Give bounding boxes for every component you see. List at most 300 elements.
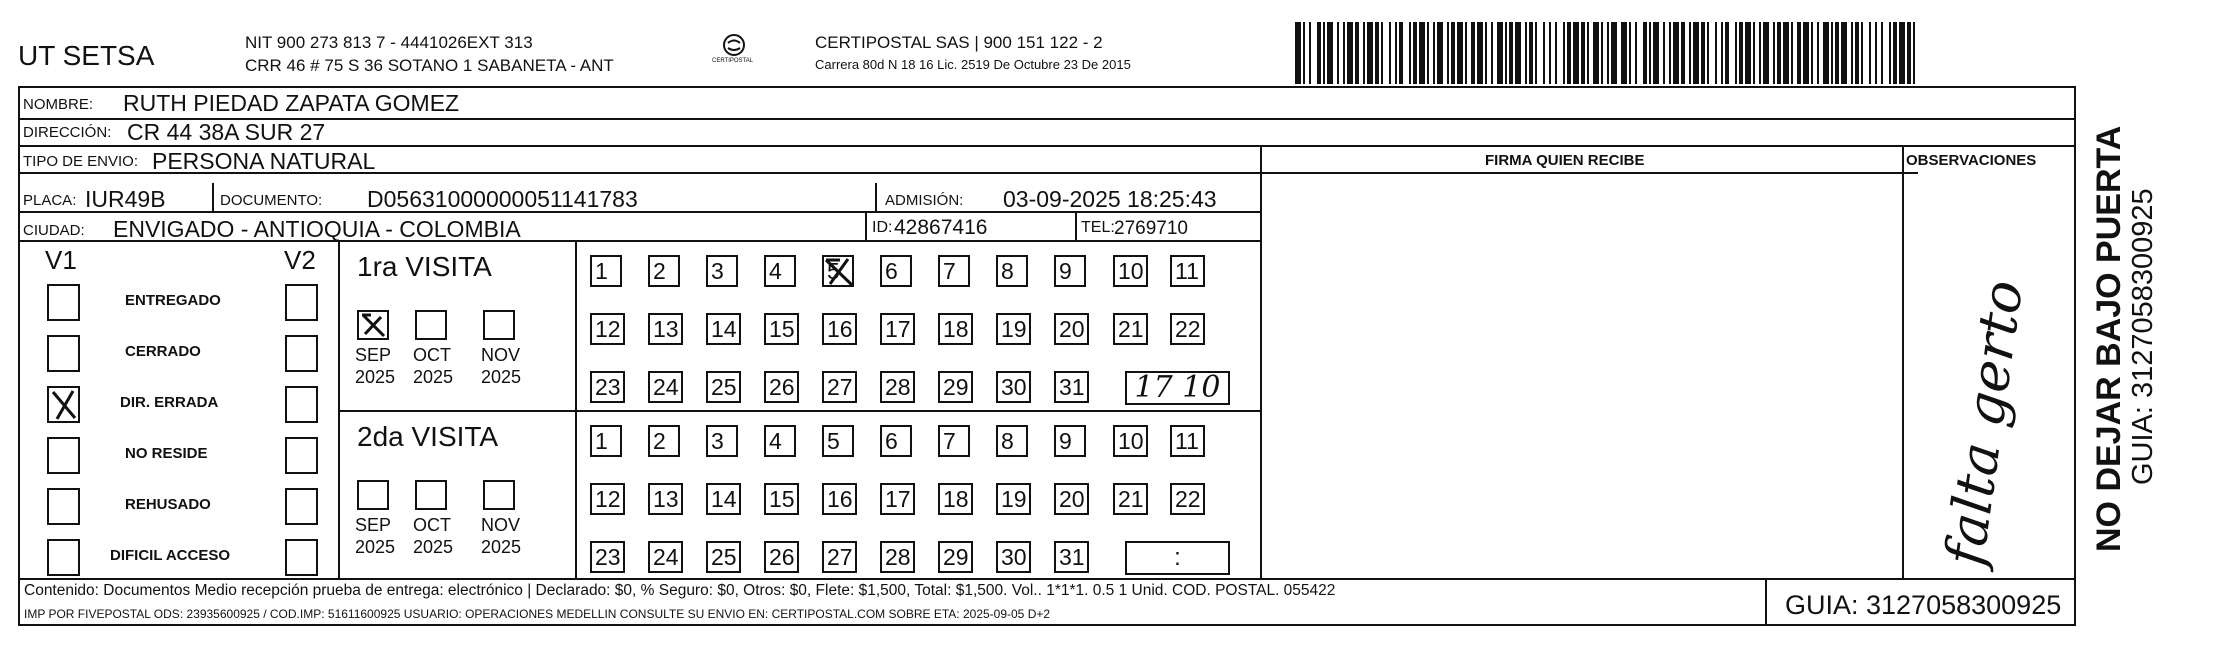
day-number: 30 — [1001, 544, 1027, 570]
recipient-name: RUTH PIEDAD ZAPATA GOMEZ — [123, 90, 460, 116]
day-box[interactable] — [938, 541, 973, 573]
side-guia: GUIA: 3127058300925 — [2127, 188, 2159, 485]
footer-content: Contenido: Documentos Medio recepción prueba de entrega: electrónico | Declarado: $0, % Seguro: $0, Otros: $0, Flete: $1,500, Total: $1,500. Vol.. 1*1*1. 0.5 1 Unid. COD. POSTAL. 055422 — [24, 582, 1336, 599]
day-number: 29 — [943, 374, 969, 400]
barcode-bar — [1543, 22, 1545, 84]
visit-title: 1ra VISITA — [357, 251, 492, 282]
barcode-bar — [1477, 22, 1483, 84]
barcode-bar — [1529, 22, 1533, 84]
day-number: 21 — [1118, 486, 1144, 512]
year-label: 2025 — [355, 367, 396, 387]
license-line: Carrera 80d N 18 16 Lic. 2519 De Octubre 23 De 2015 — [815, 57, 1131, 72]
day-number: 23 — [595, 544, 621, 570]
v2-checkbox[interactable] — [285, 335, 318, 372]
day-box[interactable] — [706, 541, 741, 573]
year-label: 2025 — [481, 537, 522, 557]
barcode-bar — [1593, 22, 1599, 84]
day-box[interactable] — [996, 255, 1028, 287]
barcode-bar — [1381, 22, 1383, 84]
no-dejar-bajo-puerta: NO DEJAR BAJO PUERTA — [2090, 125, 2128, 552]
day-number: 28 — [885, 374, 911, 400]
name-label: NOMBRE: — [23, 96, 94, 113]
month-label: NOV — [481, 515, 521, 535]
barcode-bar — [1875, 22, 1877, 84]
barcode-bar — [1831, 22, 1833, 84]
barcode-bar — [1841, 22, 1847, 84]
barcode-bar — [1535, 22, 1537, 84]
city-label: CIUDAD: — [23, 222, 85, 239]
v2-checkbox[interactable] — [285, 539, 318, 576]
day-box[interactable] — [764, 541, 799, 573]
day-number: 24 — [653, 374, 679, 400]
day-number: 29 — [943, 544, 969, 570]
barcode-bar — [1735, 22, 1737, 84]
tel-label: TEL: — [1081, 219, 1115, 236]
barcode-bar — [1343, 22, 1345, 84]
day-box[interactable] — [1113, 255, 1148, 287]
month-label: OCT — [413, 345, 451, 365]
barcode-bar — [1317, 22, 1321, 84]
nit-line: NIT 900 273 813 7 - 4441026EXT 313 — [245, 33, 533, 52]
id-label: ID: — [872, 219, 893, 236]
barcode-bar — [1491, 22, 1493, 84]
check-mark-icon — [359, 312, 387, 338]
day-box[interactable] — [706, 313, 741, 345]
day-number: 2 — [653, 258, 666, 284]
check-mark-icon — [49, 388, 78, 421]
day-box[interactable] — [880, 483, 915, 515]
barcode-bar — [1465, 22, 1467, 84]
month-label: OCT — [413, 515, 451, 535]
barcode-bar — [1763, 22, 1769, 84]
time-value: : — [1174, 544, 1181, 571]
day-box[interactable] — [1170, 255, 1205, 287]
day-number: 4 — [769, 258, 782, 284]
month-checkbox[interactable] — [483, 310, 515, 340]
day-box[interactable] — [1054, 371, 1089, 403]
id-value: 42867416 — [894, 216, 988, 239]
barcode-bar — [1783, 22, 1789, 84]
day-box[interactable] — [938, 313, 973, 345]
day-number: 25 — [711, 544, 737, 570]
barcode-bar — [1451, 22, 1455, 84]
day-box[interactable] — [822, 541, 857, 573]
status-label: NO RESIDE — [125, 445, 208, 462]
barcode-bar — [1303, 22, 1305, 84]
barcode-bar — [1715, 22, 1717, 84]
v1-checkbox[interactable] — [47, 335, 80, 372]
certipostal-logo-icon — [708, 30, 760, 74]
day-number: 5 — [827, 258, 840, 284]
barcode-bar — [1817, 22, 1819, 84]
barcode-bar — [1669, 22, 1671, 84]
day-box[interactable] — [996, 425, 1028, 457]
signature-header: FIRMA QUIEN RECIBE — [1485, 152, 1645, 169]
certipostal-logo — [708, 30, 760, 74]
barcode — [1295, 22, 1915, 84]
plate-label: PLACA: — [23, 192, 77, 209]
barcode-bar — [1823, 22, 1829, 84]
v2-checkbox[interactable] — [285, 488, 318, 525]
barcode-bar — [1309, 22, 1311, 84]
shipment-type: PERSONA NATURAL — [152, 148, 376, 174]
month-checkbox[interactable] — [357, 310, 389, 340]
barcode-bar — [1663, 22, 1665, 84]
barcode-bar — [1861, 22, 1863, 84]
day-box[interactable] — [880, 313, 915, 345]
day-number: 9 — [1059, 258, 1072, 284]
day-box[interactable] — [822, 371, 857, 403]
day-number: 21 — [1118, 316, 1144, 342]
day-box[interactable] — [1113, 425, 1148, 457]
day-number: 7 — [943, 258, 956, 284]
v1-checkbox[interactable] — [47, 386, 80, 423]
day-box[interactable] — [764, 483, 799, 515]
year-label: 2025 — [413, 367, 454, 387]
day-box[interactable] — [938, 483, 973, 515]
day-box[interactable] — [1113, 483, 1148, 515]
day-number: 11 — [1175, 258, 1199, 284]
day-box[interactable] — [1054, 541, 1089, 573]
barcode-bar — [1739, 22, 1743, 84]
day-check-icon — [824, 257, 854, 287]
barcode-bar — [1635, 22, 1637, 84]
barcode-bar — [1629, 22, 1631, 84]
barcode-bar — [1899, 22, 1905, 84]
barcode-bar — [1327, 22, 1333, 84]
barcode-bar — [1701, 22, 1705, 84]
day-number: 16 — [827, 486, 853, 512]
day-box[interactable] — [1054, 425, 1086, 457]
day-number: 10 — [1118, 258, 1144, 284]
day-number: 24 — [653, 544, 679, 570]
type-label: TIPO DE ENVIO: — [23, 153, 139, 170]
day-box[interactable] — [706, 425, 738, 457]
barcode-bar — [1797, 22, 1801, 84]
barcode-bar — [1363, 22, 1365, 84]
tel-value: 2769710 — [1114, 218, 1188, 239]
time-box[interactable] — [1125, 371, 1230, 405]
day-number: 22 — [1175, 486, 1201, 512]
day-box[interactable] — [706, 255, 738, 287]
barcode-bar — [1689, 22, 1691, 84]
status-label: REHUSADO — [125, 496, 211, 513]
day-number: 6 — [885, 428, 898, 454]
day-number: 25 — [711, 374, 737, 400]
barcode-bar — [1835, 22, 1839, 84]
barcode-bar — [1907, 22, 1911, 84]
day-box[interactable] — [1113, 313, 1148, 345]
barcode-bar — [1913, 22, 1915, 84]
barcode-bar — [1803, 22, 1809, 84]
day-box[interactable] — [880, 255, 912, 287]
day-box[interactable] — [996, 313, 1031, 345]
barcode-bar — [1355, 22, 1359, 84]
day-box[interactable] — [880, 371, 915, 403]
barcode-bar — [1893, 22, 1897, 84]
barcode-bar — [1745, 22, 1751, 84]
day-number: 27 — [827, 374, 853, 400]
barcode-bar — [1581, 22, 1585, 84]
day-box[interactable] — [648, 425, 680, 457]
day-box[interactable] — [996, 483, 1031, 515]
month-checkbox[interactable] — [483, 480, 515, 510]
plate-value: IUR49B — [85, 186, 166, 212]
v1-checkbox[interactable] — [47, 488, 80, 525]
day-number: 10 — [1118, 428, 1144, 454]
day-number: 20 — [1059, 316, 1085, 342]
barcode-bar — [1681, 22, 1685, 84]
day-box[interactable] — [1054, 483, 1089, 515]
day-number: 14 — [711, 486, 737, 512]
day-number: 12 — [595, 486, 621, 512]
barcode-bar — [1693, 22, 1699, 84]
barcode-bar — [1447, 22, 1449, 84]
day-box[interactable] — [764, 255, 796, 287]
day-box[interactable] — [1170, 313, 1205, 345]
day-number: 4 — [769, 428, 782, 454]
barcode-bar — [1811, 22, 1813, 84]
admission-value: 03-09-2025 18:25:43 — [1003, 186, 1217, 212]
day-number: 1 — [595, 258, 608, 284]
day-number: 26 — [769, 374, 795, 400]
day-number: 15 — [769, 486, 795, 512]
day-number: 17 — [885, 316, 911, 342]
observation-handwriting — [1930, 250, 2040, 570]
day-number: 14 — [711, 316, 737, 342]
day-box[interactable] — [648, 541, 683, 573]
v2-checkbox[interactable] — [285, 386, 318, 423]
barcode-bar — [1433, 22, 1435, 84]
city-value: ENVIGADO - ANTIOQUIA - COLOMBIA — [113, 216, 521, 242]
day-number: 8 — [1001, 428, 1014, 454]
barcode-bar — [1525, 22, 1527, 84]
day-box[interactable] — [1054, 313, 1089, 345]
day-box[interactable] — [706, 371, 741, 403]
barcode-bar — [1549, 22, 1551, 84]
barcode-bar — [1869, 22, 1871, 84]
day-box[interactable] — [1170, 425, 1205, 457]
day-box[interactable] — [648, 313, 683, 345]
recipient-address: CR 44 38A SUR 27 — [127, 119, 326, 145]
barcode-bar — [1777, 22, 1781, 84]
v1-checkbox[interactable] — [47, 284, 80, 321]
barcode-bar — [1395, 22, 1397, 84]
day-number: 11 — [1175, 428, 1199, 454]
barcode-bar — [1643, 22, 1647, 84]
day-number: 31 — [1059, 544, 1085, 570]
barcode-bar — [1409, 22, 1411, 84]
month-checkbox[interactable] — [415, 310, 447, 340]
barcode-bar — [1563, 22, 1565, 84]
barcode-bar — [1509, 22, 1513, 84]
barcode-bar — [1427, 22, 1429, 84]
v1-checkbox[interactable] — [47, 437, 80, 474]
barcode-bar — [1347, 22, 1353, 84]
day-number: 3 — [711, 428, 724, 454]
barcode-bar — [1457, 22, 1463, 84]
document-label: DOCUMENTO: — [220, 192, 323, 209]
footer-guia: GUIA: 3127058300925 — [1785, 590, 2062, 620]
day-box[interactable] — [648, 371, 683, 403]
year-label: 2025 — [355, 537, 396, 557]
visit-title: 2da VISITA — [357, 421, 499, 452]
day-number: 8 — [1001, 258, 1014, 284]
year-label: 2025 — [413, 537, 454, 557]
day-number: 22 — [1175, 316, 1201, 342]
month-checkbox[interactable] — [357, 480, 389, 510]
logo-caption: CERTIPOSTAL — [712, 58, 754, 64]
barcode-bar — [1649, 22, 1651, 84]
barcode-bar — [1367, 22, 1373, 84]
day-number: 27 — [827, 544, 853, 570]
barcode-bar — [1791, 22, 1793, 84]
barcode-bar — [1389, 22, 1391, 84]
day-number: 18 — [943, 316, 969, 342]
barcode-bar — [1673, 22, 1679, 84]
year-label: 2025 — [481, 367, 522, 387]
day-number: 9 — [1059, 428, 1072, 454]
day-number: 20 — [1059, 486, 1085, 512]
day-box[interactable] — [590, 541, 625, 573]
barcode-bar — [1621, 22, 1627, 84]
day-box[interactable] — [822, 483, 857, 515]
barcode-bar — [1295, 22, 1301, 84]
day-box[interactable] — [764, 313, 799, 345]
day-box[interactable] — [590, 425, 622, 457]
barcode-bar — [1515, 22, 1521, 84]
day-box[interactable] — [648, 255, 680, 287]
day-box[interactable] — [1170, 483, 1205, 515]
day-number: 17 — [885, 486, 911, 512]
day-number: 30 — [1001, 374, 1027, 400]
day-box[interactable] — [938, 371, 973, 403]
day-box[interactable] — [822, 255, 854, 287]
day-box[interactable] — [590, 371, 625, 403]
status-label: CERRADO — [125, 343, 201, 360]
day-box[interactable] — [648, 483, 683, 515]
barcode-bar — [1855, 22, 1859, 84]
barcode-bar — [1337, 22, 1339, 84]
v1-label: V1 — [45, 245, 77, 275]
address-label: DIRECCIÓN: — [23, 124, 112, 141]
barcode-bar — [1573, 22, 1579, 84]
day-number: 26 — [769, 544, 795, 570]
day-number: 3 — [711, 258, 724, 284]
day-box[interactable] — [880, 541, 915, 573]
barcode-bar — [1375, 22, 1379, 84]
day-number: 15 — [769, 316, 795, 342]
handwritten-note: falta gerto — [1932, 276, 2036, 570]
day-box[interactable] — [822, 313, 857, 345]
address-line: CRR 46 # 75 S 36 SOTANO 1 SABANETA - ANT — [245, 56, 614, 75]
day-number: 6 — [885, 258, 898, 284]
v2-checkbox[interactable] — [285, 284, 318, 321]
day-number: 7 — [943, 428, 956, 454]
day-box[interactable] — [706, 483, 741, 515]
barcode-bar — [1399, 22, 1403, 84]
day-number: 23 — [595, 374, 621, 400]
barcode-bar — [1323, 22, 1325, 84]
barcode-bar — [1601, 22, 1603, 84]
day-box[interactable] — [590, 255, 622, 287]
barcode-bar — [1497, 22, 1503, 84]
day-number: 31 — [1059, 374, 1085, 400]
barcode-bar — [1889, 22, 1891, 84]
observations-header: OBSERVACIONES — [1906, 152, 2037, 169]
v2-checkbox[interactable] — [285, 437, 318, 474]
footer-print-info: IMP POR FIVEPOSTAL ODS: 23935600925 / COD.IMP: 51611600925 USUARIO: OPERACIONES MEDELLIN CONSULTE SU ENVIO EN: CERTIPOSTAL.COM SOBRE ETA: 2025-09-05 D+2 — [24, 607, 1051, 621]
barcode-bar — [1419, 22, 1425, 84]
time-box[interactable] — [1125, 541, 1230, 575]
month-label: SEP — [355, 515, 392, 535]
barcode-bar — [1753, 22, 1755, 84]
barcode-bar — [1759, 22, 1761, 84]
day-number: 1 — [595, 428, 608, 454]
day-number: 13 — [653, 316, 679, 342]
day-box[interactable] — [590, 483, 625, 515]
barcode-bar — [1485, 22, 1487, 84]
v1-checkbox[interactable] — [47, 539, 80, 576]
day-box[interactable] — [590, 313, 625, 345]
day-number: 19 — [1001, 486, 1027, 512]
day-number: 19 — [1001, 316, 1027, 342]
day-box[interactable] — [938, 255, 970, 287]
admission-label: ADMISIÓN: — [885, 192, 964, 209]
barcode-bar — [1611, 22, 1617, 84]
barcode-bar — [1721, 22, 1723, 84]
day-box[interactable] — [880, 425, 912, 457]
barcode-bar — [1881, 22, 1883, 84]
day-number: 28 — [885, 544, 911, 570]
barcode-bar — [1607, 22, 1609, 84]
time-value: 17 10 — [1134, 370, 1221, 405]
day-number: 2 — [653, 428, 666, 454]
day-number: 5 — [827, 428, 840, 454]
month-label: NOV — [481, 345, 521, 365]
barcode-bar — [1707, 22, 1709, 84]
status-label: DIR. ERRADA — [120, 394, 219, 411]
day-box[interactable] — [938, 425, 970, 457]
day-box[interactable] — [1054, 255, 1086, 287]
day-box[interactable] — [764, 425, 796, 457]
barcode-bar — [1653, 22, 1659, 84]
month-label: SEP — [355, 345, 392, 365]
month-checkbox[interactable] — [415, 480, 447, 510]
day-box[interactable] — [996, 371, 1031, 403]
barcode-bar — [1587, 22, 1589, 84]
barcode-bar — [1437, 22, 1443, 84]
barcode-bar — [1567, 22, 1571, 84]
barcode-bar — [1555, 22, 1557, 84]
barcode-bar — [1773, 22, 1775, 84]
status-label: ENTREGADO — [125, 292, 221, 309]
day-number: 16 — [827, 316, 853, 342]
company-name: UT SETSA — [18, 40, 155, 71]
barcode-bar — [1851, 22, 1853, 84]
barcode-bar — [1471, 22, 1475, 84]
day-number: 18 — [943, 486, 969, 512]
barcode-bar — [1725, 22, 1729, 84]
barcode-bar — [1413, 22, 1417, 84]
day-number: 12 — [595, 316, 621, 342]
v2-label: V2 — [284, 245, 316, 275]
document-value: D05631000000051141783 — [367, 186, 638, 212]
day-box[interactable] — [764, 371, 799, 403]
day-box[interactable] — [822, 425, 854, 457]
barcode-bar — [1505, 22, 1507, 84]
day-box[interactable] — [996, 541, 1031, 573]
